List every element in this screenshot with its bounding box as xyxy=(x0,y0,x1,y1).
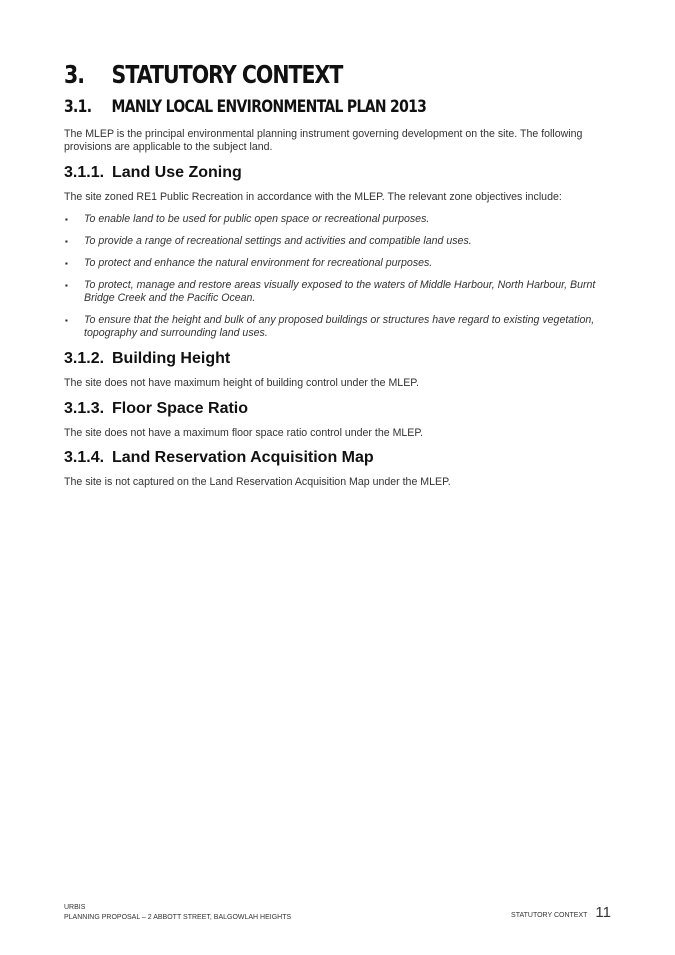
footer-left xyxy=(64,903,291,922)
fsr-text: The site does not have a maximum floor space ratio control under the MLEP. xyxy=(64,427,424,439)
subsection-number: 3.1. xyxy=(64,97,92,117)
reservation-heading xyxy=(64,449,374,467)
subsection-title: MANLY LOCAL ENVIRONMENTAL PLAN 2013 xyxy=(111,97,427,117)
objective-item xyxy=(64,257,612,270)
bullet-icon: ▪ xyxy=(65,281,68,290)
page-number: 11 xyxy=(595,904,611,921)
objective-item xyxy=(64,314,612,340)
bullet-icon: ▪ xyxy=(65,259,68,268)
objective-item xyxy=(64,213,612,226)
subsection-heading xyxy=(64,97,426,117)
building-height-title: Building Height xyxy=(112,350,231,367)
footer-project: PLANNING PROPOSAL – 2 ABBOTT STREET, BALGOWLAH HEIGHTS xyxy=(64,913,292,921)
objective-item xyxy=(64,235,612,248)
objective-item xyxy=(64,279,612,305)
land-use-title: Land Use Zoning xyxy=(112,164,242,181)
land-use-number: 3.1.1. xyxy=(64,164,105,181)
bullet-icon: ▪ xyxy=(65,237,68,246)
fsr-heading xyxy=(64,400,248,418)
building-height-heading xyxy=(64,350,230,368)
land-use-heading xyxy=(64,164,242,182)
footer-company: URBIS xyxy=(64,904,86,911)
section-number: 3. xyxy=(64,60,85,89)
footer-section-label: STATUTORY CONTEXT xyxy=(511,912,588,919)
objective-text: To ensure that the height and bulk of any proposed buildings or structures have regard to existing vegetation, topography and surrounding land uses. xyxy=(84,314,595,339)
fsr-title: Floor Space Ratio xyxy=(112,400,249,417)
section-title: STATUTORY CONTEXT xyxy=(111,60,343,89)
objective-text: To protect and enhance the natural environment for recreational purposes. xyxy=(84,257,433,269)
objective-text: To provide a range of recreational settings and activities and compatible land uses. xyxy=(84,235,472,247)
building-height-text: The site does not have maximum height of building control under the MLEP. xyxy=(64,377,419,389)
reservation-text: The site is not captured on the Land Reservation Acquisition Map under the MLEP. xyxy=(64,476,451,488)
objective-text: To enable land to be used for public open space or recreational purposes. xyxy=(84,213,430,225)
fsr-number: 3.1.3. xyxy=(64,400,105,417)
reservation-number: 3.1.4. xyxy=(64,449,105,466)
footer-right xyxy=(511,904,611,922)
land-use-text: The site zoned RE1 Public Recreation in accordance with the MLEP. The relevant zone objectives include: xyxy=(64,191,562,203)
objective-text: To protect, manage and restore areas visually exposed to the waters of Middle Harbour, North Harbour, Burnt Bridge Creek and the Pacific Ocean. xyxy=(84,279,596,304)
bullet-icon: ▪ xyxy=(65,215,68,224)
bullet-icon: ▪ xyxy=(65,316,68,325)
section-heading xyxy=(64,60,342,89)
building-height-number: 3.1.2. xyxy=(64,350,105,367)
subsection-intro: The MLEP is the principal environmental planning instrument governing development on the site. The following provisions are applicable to the subject land. xyxy=(64,128,583,153)
reservation-title: Land Reservation Acquisition Map xyxy=(112,449,374,466)
